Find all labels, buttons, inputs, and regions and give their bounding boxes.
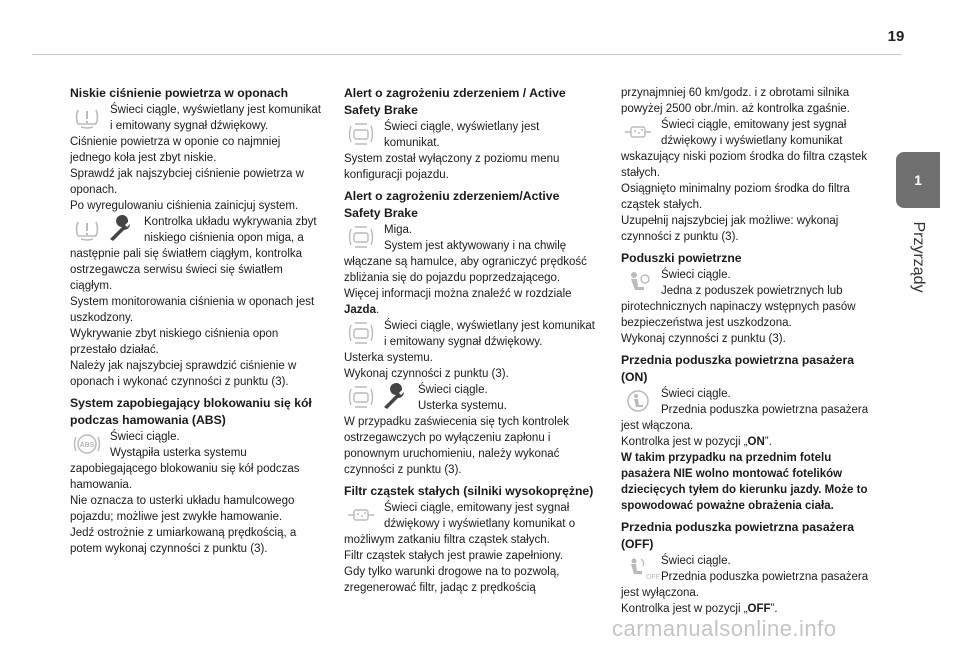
collision-alert-block xyxy=(344,119,598,151)
column-1 xyxy=(70,85,324,557)
collision-alert-2-text-2: System jest aktywowany i na chwilę włączane są hamulce, aby ograniczyć prędkość zbliżania się do pojazdu poprzedzającego. xyxy=(344,240,587,284)
tpms-fault-block xyxy=(70,214,324,294)
collision-alert-2-fault-block xyxy=(344,318,598,350)
tpms-text-2: Ciśnienie powietrza w oponie co najmniej jednego koła jest zbyt niskie. xyxy=(70,136,281,164)
collision-alert-icon xyxy=(346,320,376,346)
chapter-title-container xyxy=(888,212,948,302)
collision-alert-text-1: Świeci ciągle, wyświetlany jest komunikat. xyxy=(384,121,540,149)
passenger-airbag-off-text-3: Kontrolka jest w pozycji „OFF”. xyxy=(621,603,778,615)
collision-alert-2-service-block xyxy=(344,382,598,414)
passenger-airbag-off-text-1: Świeci ciągle. xyxy=(661,555,731,567)
collision-alert-2-text-4: Świeci ciągle, wyświetlany jest komunikat i emitowany sygnał dźwiękowy. xyxy=(384,320,595,348)
svg-text:OFF: OFF xyxy=(646,574,660,581)
collision-alert-2-heading: Alert o zagrożeniu zderzeniem/Active Safety Brake xyxy=(344,189,560,220)
tpms-block xyxy=(70,102,324,134)
abs-text-4: Jedź ostrożnie z umiarkowaną prędkością, a potem wykonaj czynności z punktu (3). xyxy=(70,527,297,555)
tpms-heading: Niskie ciśnienie powietrza w oponach xyxy=(70,86,289,100)
passenger-airbag-off-text-2: Przednia poduszka powietrzna pasażera jest wyłączona. xyxy=(621,571,869,599)
airbags-text-3: Wykonaj czynności z punktu (3). xyxy=(621,333,786,345)
particle-filter-icon xyxy=(346,502,376,528)
watermark: carmanualsonline.info xyxy=(612,616,837,641)
collision-alert-icon xyxy=(346,384,376,410)
wrench-service-icon xyxy=(380,384,410,410)
column-2 xyxy=(344,85,598,596)
abs-text-1: Świeci ciągle. xyxy=(110,431,180,443)
collision-alert-text-2: System został wyłączony z poziomu menu konfiguracji pojazdu. xyxy=(344,153,560,181)
tire-pressure-warning-icon xyxy=(72,104,102,130)
tpms-text-3: Sprawdź jak najszybciej ciśnienie powietrza w oponach. xyxy=(70,168,304,196)
collision-alert-2-text-5: Usterka systemu. xyxy=(344,352,433,364)
wrench-service-icon xyxy=(106,216,136,242)
airbags-block xyxy=(621,267,875,331)
tire-pressure-warning-icon xyxy=(72,216,102,242)
dpf-block xyxy=(344,500,598,548)
chapter-tab[interactable]: 1 xyxy=(896,152,940,208)
dpf-cont-text-4: Uzupełnij najszybciej jak możliwe: wykonaj czynności z punktu (3). xyxy=(621,215,839,243)
abs-heading: System zapobiegający blokowaniu się kół podczas hamowania (ABS) xyxy=(70,396,312,427)
airbag-icon xyxy=(623,269,653,295)
abs-block xyxy=(70,429,324,493)
tpms-text-8: Należy jak najszybciej sprawdzić ciśnienie w oponach i wykonać czynności z punktu (3). xyxy=(70,360,297,388)
abs-text-3: Nie oznacza to usterki układu hamulcowego pojazdu; możliwe jest zwykłe hamowanie. xyxy=(70,495,295,523)
passenger-airbag-on-text-1: Świeci ciągle. xyxy=(661,388,731,400)
page-number: 19 xyxy=(887,28,905,45)
collision-alert-2-text-7: Świeci ciągle. xyxy=(418,384,488,396)
dpf-additive-block xyxy=(621,117,875,181)
abs-icon xyxy=(72,431,102,457)
tpms-text-6: System monitorowania ciśnienia w oponach jest uszkodzony. xyxy=(70,296,315,324)
dpf-heading: Filtr cząstek stałych (silniki wysokoprężne) xyxy=(344,484,594,498)
collision-alert-2-text-6: Wykonaj czynności z punktu (3). xyxy=(344,368,509,380)
dpf-text-2: Filtr cząstek stałych jest prawie zapełniony. xyxy=(344,550,564,562)
collision-alert-icon xyxy=(346,224,376,250)
collision-alert-2-block xyxy=(344,222,598,286)
airbags-heading: Poduszki powietrzne xyxy=(621,251,742,265)
airbags-text-2: Jedna z poduszek powietrznych lub pirotechnicznych napinaczy wstępnych pasów bezpieczeństwa jest uszkodzona. xyxy=(621,285,856,329)
passenger-airbag-on-block xyxy=(621,386,875,434)
collision-alert-2-text-9: W przypadku zaświecenia się tych kontrolek ostrzegawczych po wyłączeniu zapłonu i ponownym uruchomieniu, należy wykonać czynności z punktu (3). xyxy=(344,416,569,476)
collision-alert-2-text-3: Więcej informacji można znaleźć w rozdziale Jazda. xyxy=(344,288,572,316)
tpms-text-7: Wykrywanie zbyt niskiego ciśnienia opon przestało działać. xyxy=(70,328,279,356)
tpms-text-1: Świeci ciągle, wyświetlany jest komunikat i emitowany sygnał dźwiękowy. xyxy=(110,104,321,132)
tpms-text-4: Po wyregulowaniu ciśnienia zainicjuj system. xyxy=(70,200,299,212)
passenger-airbag-off-icon xyxy=(623,555,660,581)
dpf-cont-text-3: Osiągnięto minimalny poziom środka do filtra cząstek stałych. xyxy=(621,183,850,211)
tpms-text-5: Kontrolka układu wykrywania zbyt niskiego ciśnienia opon miga, a następnie pali się światłem ciągłym, kontrolka ostrzegawcza serwisu świeci się światłem ciągłym. xyxy=(70,216,317,292)
header-rule xyxy=(32,54,902,55)
passenger-airbag-on-icon xyxy=(623,388,653,414)
collision-alert-2-text-1: Miga. xyxy=(384,224,413,236)
passenger-airbag-off-heading: Przednia poduszka powietrzna pasażera (OFF) xyxy=(621,520,854,551)
dpf-text-1: Świeci ciągle, emitowany jest sygnał dźwiękowy i wyświetlany komunikat o możliwym zatkaniu filtra cząstek stałych. xyxy=(344,502,576,546)
passenger-airbag-on-warning: W takim przypadku na przednim fotelu pasażera NIE wolno montować fotelików dziecięcych tyłem do kierunku jazdy. Może to spowodować poważne obrażenia ciała. xyxy=(621,452,868,512)
passenger-airbag-off-block xyxy=(621,553,875,601)
passenger-airbag-on-text-2: Przednia poduszka powietrzna pasażera jest włączona. xyxy=(621,404,869,432)
dpf-cont-text-1: przynajmniej 60 km/godz. i z obrotami silnika powyżej 2500 obr./min. aż kontrolka zgaśnie. xyxy=(621,87,850,115)
collision-alert-heading: Alert o zagrożeniu zderzeniem / Active Safety Brake xyxy=(344,86,566,117)
collision-alert-icon xyxy=(346,121,376,147)
dpf-cont-text-2: Świeci ciągle, emitowany jest sygnał dźwiękowy i wyświetlany komunikat wskazujący niski poziom środka do filtra cząstek stałych. xyxy=(621,119,868,179)
dpf-text-3: Gdy tylko warunki drogowe na to pozwolą, zregenerować filtr, jadąc z prędkością xyxy=(344,566,560,594)
passenger-airbag-on-text-3: Kontrolka jest w pozycji „ON”. xyxy=(621,436,772,448)
chapter-title: Przyrządy xyxy=(910,221,927,293)
particle-filter-icon xyxy=(623,119,653,145)
collision-alert-2-text-8: Usterka systemu. xyxy=(418,400,507,412)
abs-text-2: Wystąpiła usterka systemu zapobiegającego blokowaniu się kół podczas hamowania. xyxy=(70,447,300,491)
airbags-text-1: Świeci ciągle. xyxy=(661,269,731,281)
column-3 xyxy=(621,85,875,617)
passenger-airbag-on-heading: Przednia poduszka powietrzna pasażera (ON) xyxy=(621,353,854,384)
svg-text:ABS: ABS xyxy=(79,442,95,449)
